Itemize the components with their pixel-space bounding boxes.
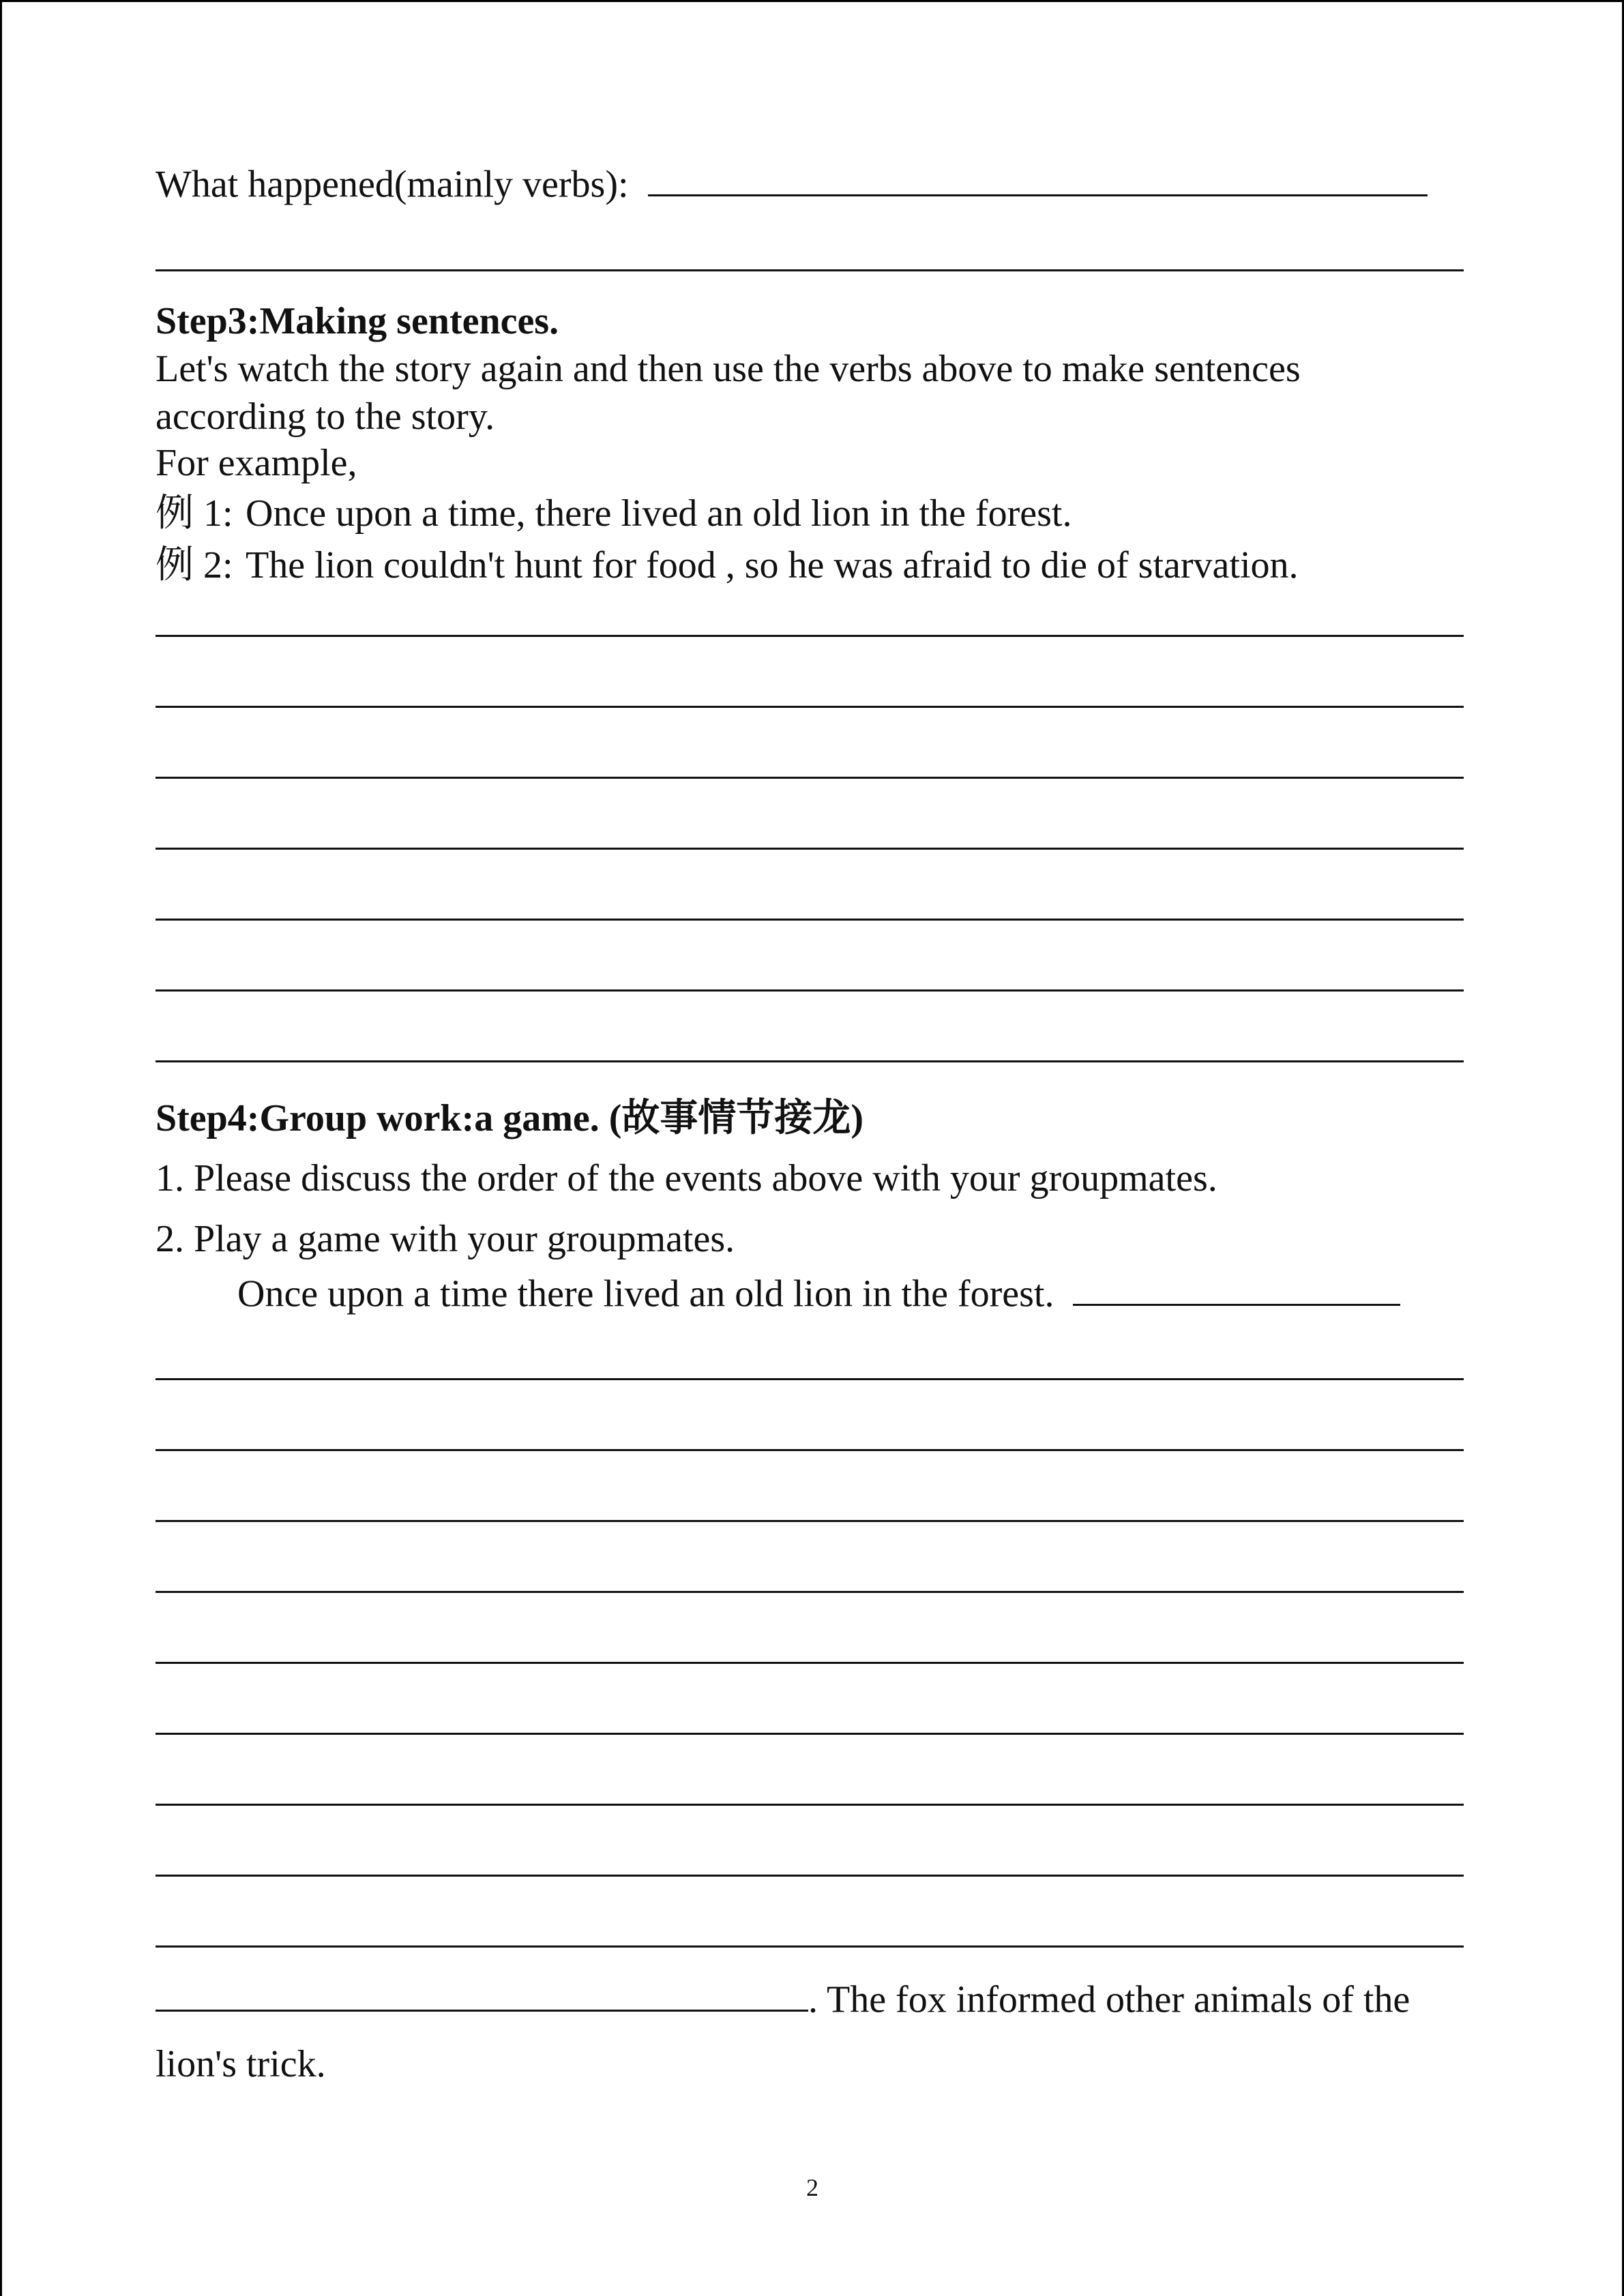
answer-blank[interactable]	[648, 160, 1428, 196]
answer-line[interactable]	[156, 919, 1464, 921]
answer-line[interactable]	[156, 848, 1464, 850]
for-example-label: For example,	[156, 442, 357, 484]
answer-line[interactable]	[156, 1520, 1464, 1522]
step3-instruction: according to the story.	[156, 396, 495, 438]
step3-heading: Step3:Making sentences.	[156, 300, 559, 342]
answer-line[interactable]	[156, 1804, 1464, 1806]
example-1	[156, 494, 1072, 533]
example-text: The lion couldn't hunt for food , so he was afraid to die of starvation.	[246, 544, 1299, 586]
answer-line[interactable]	[156, 1449, 1464, 1451]
answer-line[interactable]	[156, 1733, 1464, 1735]
story-end-part2: lion's trick.	[156, 2043, 326, 2085]
example-label: 例 2:	[156, 544, 233, 586]
what-happened-line	[156, 160, 1428, 206]
answer-line[interactable]	[156, 1662, 1464, 1664]
story-end-part1: . The fox informed other animals of the	[808, 1978, 1411, 2021]
answer-line[interactable]	[156, 706, 1464, 708]
step3-instruction: Let's watch the story again and then use the verbs above to make sentences	[156, 348, 1301, 390]
answer-blank[interactable]	[156, 1976, 808, 2012]
answer-line[interactable]	[156, 1945, 1464, 1948]
step4-heading: Step4:Group work:a game. (故事情节接龙)	[156, 1097, 864, 1139]
story-start: Once upon a time there lived an old lion in the forest.	[237, 1272, 1054, 1315]
page-number: 2	[806, 2174, 818, 2201]
answer-line[interactable]	[156, 777, 1464, 779]
story-end-line	[156, 1976, 1411, 2021]
answer-line[interactable]	[156, 1060, 1464, 1062]
answer-line[interactable]	[156, 269, 1464, 271]
answer-line[interactable]	[156, 1378, 1464, 1380]
answer-line[interactable]	[156, 1591, 1464, 1593]
answer-line[interactable]	[156, 635, 1464, 637]
what-happened-label: What happened(mainly verbs):	[156, 163, 629, 206]
step4-item-1: 1. Please discuss the order of the events above with your groupmates.	[156, 1157, 1217, 1199]
step4-item-2: 2. Play a game with your groupmates.	[156, 1218, 735, 1260]
example-label: 例 1:	[156, 492, 233, 535]
example-text: Once upon a time, there lived an old lion in the forest.	[246, 492, 1072, 535]
story-start-line	[237, 1270, 1400, 1313]
answer-blank[interactable]	[1073, 1270, 1400, 1306]
example-2	[156, 546, 1299, 584]
answer-line[interactable]	[156, 989, 1464, 992]
answer-line[interactable]	[156, 1875, 1464, 1877]
page-border	[0, 0, 2, 2296]
page-border	[0, 0, 1624, 2]
